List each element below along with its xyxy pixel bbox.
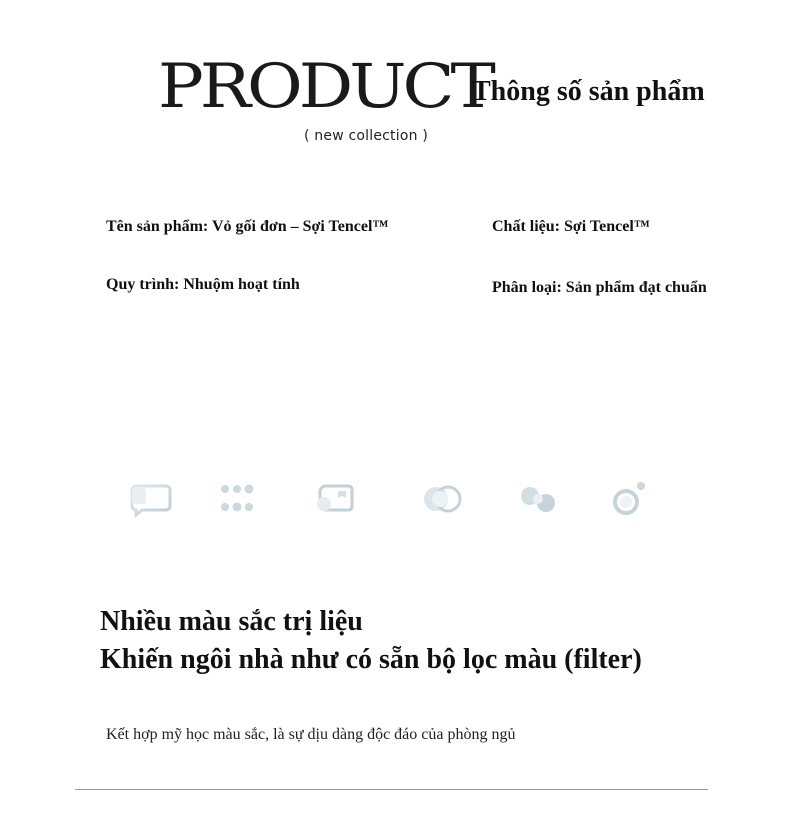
pillow-tag-icon xyxy=(312,478,362,520)
feature-description: Kết hợp mỹ học màu sắc, là sự dịu dàng độc đáo của phòng ngủ xyxy=(106,726,516,743)
feature-icons-row xyxy=(120,478,660,520)
bubbles-icon xyxy=(514,478,564,520)
chat-bubble-icon xyxy=(126,478,176,520)
brand-wordmark: PRODUCT xyxy=(158,51,492,123)
circle-dot-icon xyxy=(604,478,654,520)
spec-process: Quy trình: Nhuộm hoạt tính xyxy=(106,276,300,293)
spec-material: Chất liệu: Sợi Tencel™ xyxy=(492,218,650,235)
spec-category: Phân loại: Sản phẩm đạt chuẩn xyxy=(492,279,707,296)
page-title: Thông số sản phẩm xyxy=(472,76,705,107)
spec-product-name: Tên sản phẩm: Vỏ gối đơn – Sợi Tencel™ xyxy=(106,218,389,235)
feature-heading-line1: Nhiều màu sắc trị liệu xyxy=(100,606,363,637)
divider xyxy=(75,789,708,790)
feature-heading-line2: Khiến ngôi nhà như có sẵn bộ lọc màu (filter) xyxy=(100,644,642,675)
brand-subtitle: ( new collection ) xyxy=(304,128,428,144)
overlapping-circles-icon xyxy=(418,478,468,520)
dots-grid-icon xyxy=(216,478,266,520)
